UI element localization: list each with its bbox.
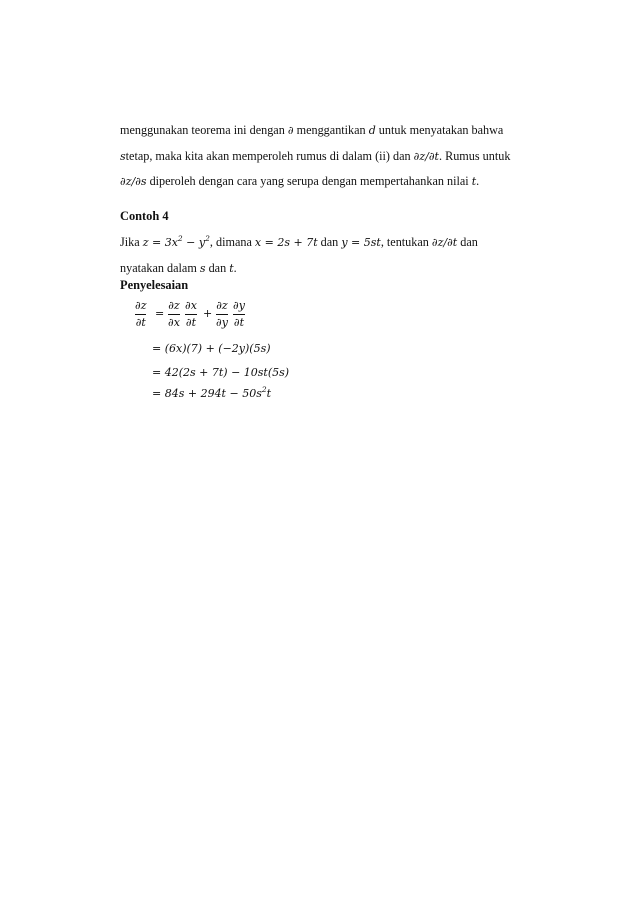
fraction-denominator: ∂t [135, 316, 146, 329]
math-expression: ∂z/∂t [413, 149, 439, 163]
text-segment: Jika [120, 235, 143, 249]
math-symbol: t [471, 175, 477, 188]
text-segment: untuk menyatakan bahwa [375, 123, 504, 137]
text-segment: nyatakan dalam [120, 260, 200, 275]
derivation-step-1: = (6x)(7) + (−2y)(5s) [152, 342, 271, 355]
equation-x: x = 2s + 7t [254, 236, 318, 249]
derivation-step-2: = 42(2s + 7t) − 10st(5s) [152, 366, 290, 379]
fraction-lhs [135, 299, 146, 330]
text-segment: diperoleh dengan cara yang serupa dengan mempertahankan nilai [146, 174, 472, 188]
text-segment: , tentukan [380, 235, 432, 249]
superscript: 2 [205, 234, 210, 243]
solution-heading: Penyelesaian [120, 278, 189, 292]
fraction-denominator: ∂t [233, 316, 244, 329]
superscript: 2 [261, 385, 267, 394]
fraction-denominator: ∂x [168, 316, 180, 329]
fraction-numerator: ∂x [185, 299, 197, 312]
equation-part: t [266, 387, 272, 400]
text-segment: dan [457, 235, 478, 249]
fraction-dz-dy [216, 299, 228, 330]
fraction-bar [185, 314, 197, 315]
fraction-numerator: ∂z [135, 299, 147, 312]
paragraph-intro [120, 118, 548, 195]
equation-z [143, 236, 210, 249]
fraction-numerator: ∂z [168, 299, 180, 312]
text-segment: . [233, 260, 237, 275]
fraction-bar [168, 314, 180, 315]
superscript: 2 [177, 234, 183, 243]
fraction-denominator: ∂t [185, 316, 196, 329]
math-symbol: d [368, 124, 376, 137]
equation-part: = 84s + 294t − 50s [152, 387, 262, 400]
derivation-step-3 [152, 387, 271, 400]
fraction-numerator: ∂z [216, 299, 228, 312]
equals-sign: = [155, 307, 165, 320]
fraction-dx-dt [185, 299, 197, 330]
text-segment: menggunakan teorema ini dengan [120, 123, 288, 137]
equation-target: ∂z/∂t [431, 236, 458, 249]
math-expression: ∂z/∂s [120, 175, 147, 188]
text-segment: . Rumus untuk [438, 148, 511, 163]
math-symbol: t [229, 261, 234, 275]
math-symbol: s [199, 261, 206, 275]
text-segment: dan [205, 260, 230, 275]
fraction-dz-dx [168, 299, 180, 330]
equation-part: − y [182, 236, 206, 249]
plus-sign: + [203, 307, 213, 320]
fraction-bar [216, 314, 228, 315]
fraction-bar [233, 314, 245, 315]
math-symbol: s [120, 149, 126, 163]
math-symbol: ∂ [287, 124, 294, 137]
fraction-numerator: ∂y [233, 299, 245, 312]
fraction-dy-dt [233, 299, 245, 330]
equation-y: y = 5st [341, 236, 381, 249]
text-segment: dan [317, 235, 342, 249]
text-segment: . [476, 174, 480, 188]
derivation-block [135, 299, 435, 419]
fraction-denominator: ∂y [216, 316, 228, 329]
text-segment: , dimana [209, 235, 255, 249]
example-heading: Contoh 4 [120, 209, 169, 223]
text-segment: menggantikan [293, 123, 369, 137]
text-segment: tetap, maka kita akan memperoleh rumus di dalam (ii) dan [125, 148, 414, 163]
paragraph-example [120, 230, 548, 281]
fraction-bar [135, 314, 146, 315]
equation-part: z = 3x [142, 236, 178, 249]
